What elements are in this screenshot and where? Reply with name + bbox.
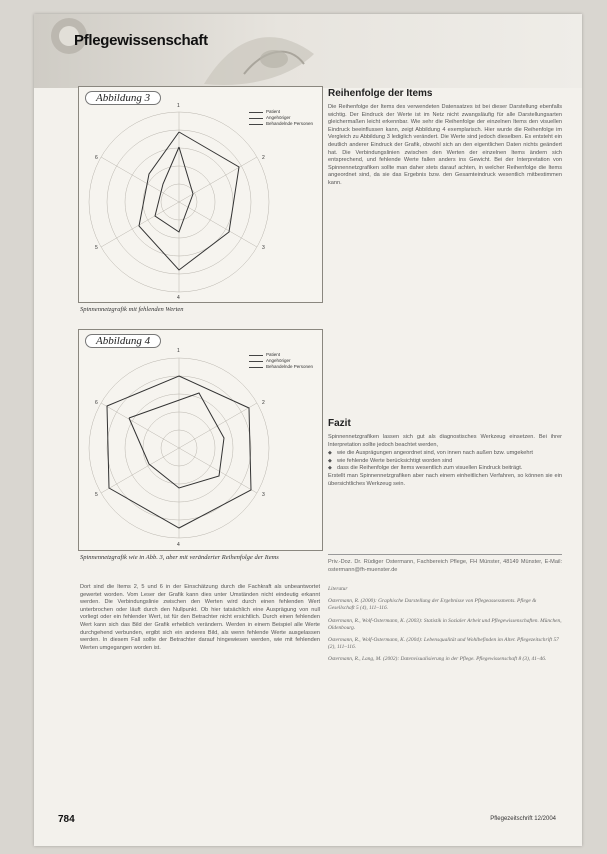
figure-3-label: Abbildung 3 bbox=[85, 91, 161, 105]
figure-4-caption: Spinnennetzgrafik wie in Abb. 3, aber mit veränderter Reihenfolge der Items bbox=[80, 554, 279, 561]
literature-item: Ostermann, R., Lang, M. (2002): Datenvisualisierung in der Pflege. Pflegewissenschaft 8 (3), 41–46. bbox=[328, 656, 547, 663]
fazit-bullet-list bbox=[328, 450, 562, 473]
fazit-intro: Spinnennetzgrafiken lassen sich gut als diagnostisches Werkzeug einsetzen. Bei ihrer Interpretation sollte jedoch beachtet werden, bbox=[328, 434, 562, 448]
left-body-text: Dort sind die Items 2, 5 und 6 in der Einschätzung durch die Fachkraft als unbeantwortet gewertet worden. Vom Leser der Grafik kann dies unter Umständen nicht eindeutig erkannt werden. Die Verbindungslinie zwischen den Werten wird durch einen fehlenden Wert unterbrochen oder läuft durch den Nullpunkt. Ob hier tatsächlich eine Ausprägung von null vorliegt oder ein fehlender Wert, ist für den Betrachter nicht ersichtlich. Durch einen fehlenden Wert kann sich das Bild der Grafik erheblich verändern. Werden in einem Beispiel alle Werte durchgehend verbunden, ergibt sich ein anderes Bild, als wenn fehlende Werte ausgelassen werden. In diesem Fall sollte der Betrachter darauf hingewiesen werden, wie mit fehlenden Werten umgegangen worden ist. bbox=[80, 584, 320, 651]
svg-text:5: 5 bbox=[95, 492, 98, 498]
literature-heading: Literatur bbox=[328, 586, 348, 592]
figure-3-caption: Spinnennetzgrafik mit fehlenden Werten bbox=[80, 306, 184, 313]
list-item: ◆ wie fehlende Werte berücksichtigt worden sind bbox=[337, 458, 562, 466]
divider bbox=[328, 554, 562, 555]
legend-3: Patient Angehöriger Behandelnde Personen bbox=[249, 109, 313, 127]
list-item: ◆ dass die Reihenfolge der Items wesentlich zum visuellen Eindruck beiträgt. bbox=[337, 465, 562, 473]
journal-footer: Pflegezeitschrift 12/2004 bbox=[490, 816, 556, 822]
svg-text:2: 2 bbox=[262, 400, 265, 406]
svg-text:1: 1 bbox=[177, 348, 180, 354]
svg-text:6: 6 bbox=[95, 155, 98, 161]
svg-text:6: 6 bbox=[95, 400, 98, 406]
figure-3-box bbox=[78, 86, 323, 303]
literature-list bbox=[328, 586, 562, 669]
fazit-closing: Erstellt man Spinnennetzgrafiken aber nach einem einheitlichen Verfahren, so können sie ein übersichtliches Werkzeug sein. bbox=[328, 472, 562, 487]
svg-text:3: 3 bbox=[262, 245, 265, 251]
svg-text:1: 1 bbox=[177, 103, 180, 109]
figure-4-label: Abbildung 4 bbox=[85, 334, 161, 348]
svg-text:4: 4 bbox=[177, 295, 180, 301]
document-page bbox=[34, 14, 582, 846]
right-body-1: Die Reihenfolge der Items des verwendeten Datensatzes ist bei dieser Darstellung ebenfalls wichtig. Der Eindruck der Werte ist im Netz nicht zwangsläufig für alle Darstellungsarten gleichermaßen leicht erkennbar. Wie sehr die Reihenfolge der einzelnen Items den visuellen Eindruck beeinflussen kann, zeigt Abbildung 4 exemplarisch. Hier wurde die Reihenfolge im Vergleich zu Abbildung 3 lediglich verändert. Die Werte sind jedoch dieselben. Es entsteht ein deutlich anderer Eindruck der Grafik, obwohl sich an den eigentlichen Daten nichts geändert hat. Die Verbindungslinien zwischen den Werten der einzelnen Items ändern sich entsprechend, und fehlende Werte fallen anders ins Gewicht. Bei der Interpretation von Spinnennetzgrafiken sollte man daher stets darauf achten, in welcher Reihenfolge die Items angeordnet sind, da sie das Ergebnis bzw. den Gesamteindruck wesentlich mitbestimmen kann. bbox=[328, 104, 562, 186]
figure-4-box bbox=[78, 329, 323, 551]
list-item: ◆ wie die Ausprägungen angeordnet sind, von innen nach außen bzw. umgekehrt bbox=[337, 450, 562, 458]
author-info: Priv.-Doz. Dr. Rüdiger Ostermann, Fachbereich Pflege, FH Münster, 48149 Münster, E-Mail: ostermann@fh-muenster.de bbox=[328, 559, 562, 573]
svg-text:4: 4 bbox=[177, 542, 180, 548]
svg-text:5: 5 bbox=[95, 245, 98, 251]
heading-fazit: Fazit bbox=[328, 418, 351, 429]
legend-4: Patient Angehöriger Behandelnde Personen bbox=[249, 352, 313, 370]
page-title: Pflegewissenschaft bbox=[74, 32, 208, 49]
literature-item: Ostermann, R. (2000): Graphische Darstellung der Ergebnisse von Pflegeassessments. Pflege & Gesellschaft 5 (4), 111–116. bbox=[328, 598, 537, 612]
heading-reihenfolge: Reihenfolge der Items bbox=[328, 88, 433, 99]
svg-text:3: 3 bbox=[262, 492, 265, 498]
svg-text:2: 2 bbox=[262, 155, 265, 161]
page-number: 784 bbox=[58, 814, 75, 825]
literature-item: Ostermann, R., Wolf-Ostermann, K. (2003): Statistik in Sozialer Arbeit und Pflegewissenschaften. München, Oldenbourg. bbox=[328, 617, 562, 631]
header-decoration-image bbox=[34, 14, 582, 94]
right-fazit-block bbox=[328, 434, 562, 489]
literature-item: Ostermann, R., Wolf-Ostermann, K. (2004): Lebensqualität und Wohlbefinden im Alter. Pflegezeitschrift 57 (2), 111–116. bbox=[328, 637, 559, 651]
